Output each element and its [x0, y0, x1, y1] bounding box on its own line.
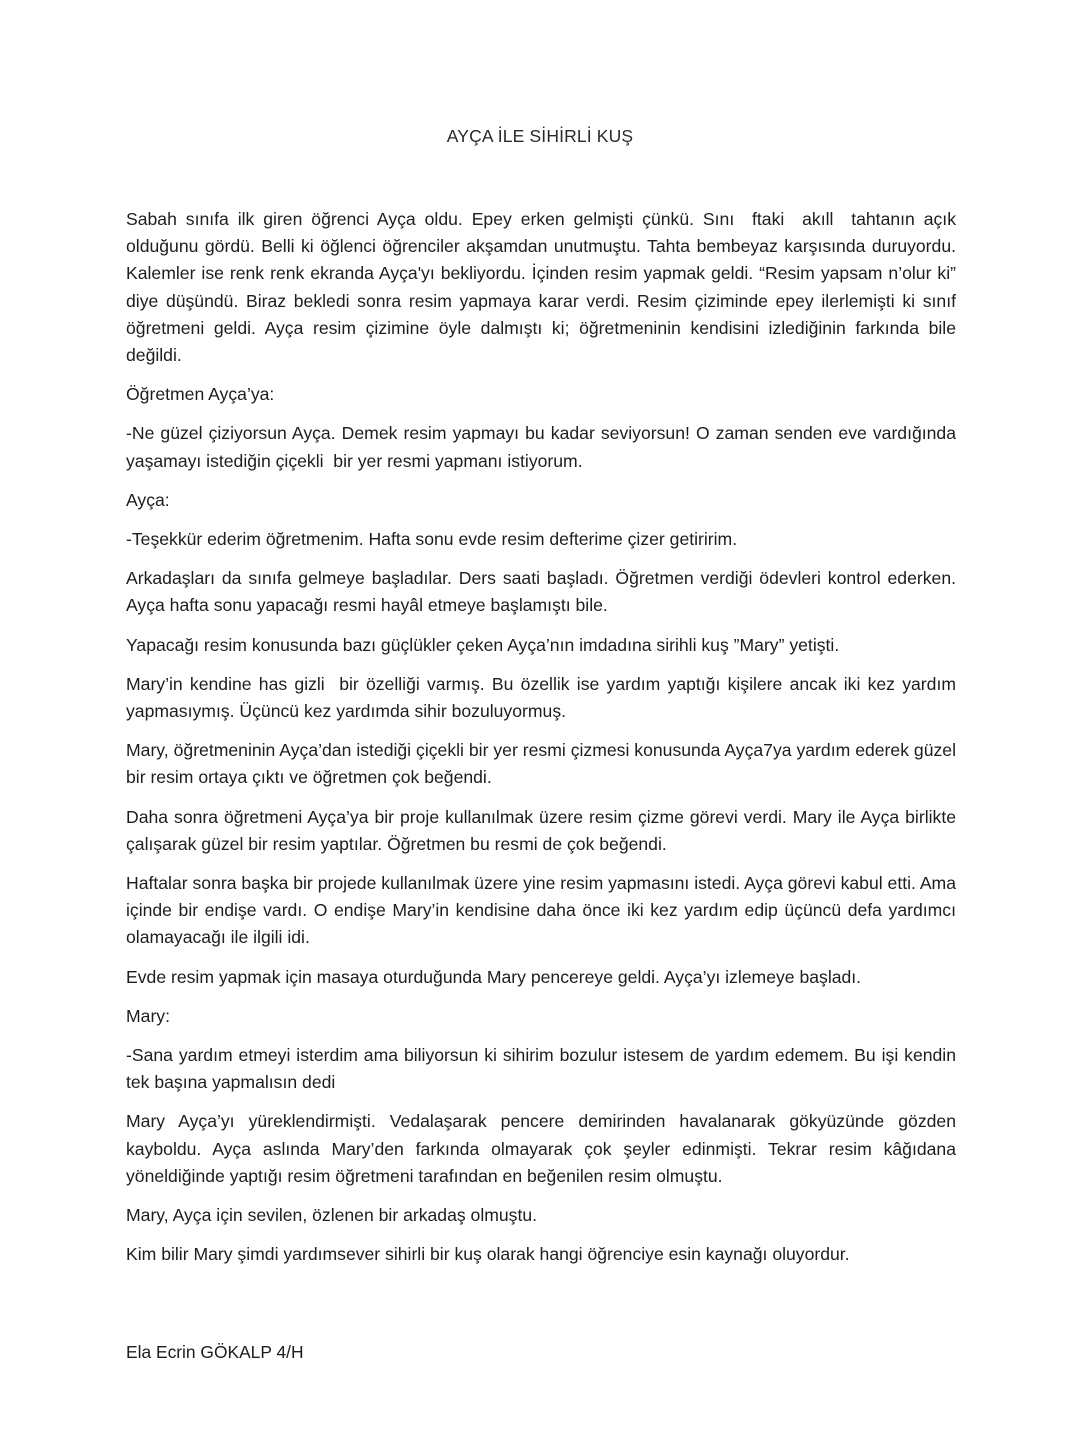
paragraph: Mary, öğretmeninin Ayça’dan istediği çiçekli bir yer resmi çizmesi konusunda Ayça7ya yardım ederek güzel bir resim ortaya çıktı ve öğretmen çok beğendi. [126, 740, 961, 788]
document-body [126, 206, 961, 1281]
paragraph: Mary’in kendine has gizli bir özelliği varmış. Bu özellik ise yardım yaptığı kişilere ancak iki kez yardım yapmasıymış. Üçüncü kez yardımda sihir bozuluyormuş. [126, 673, 961, 722]
paragraph: Haftalar sonra başka bir projede kullanılmak üzere yine resim yapmasını istedi. Ayça görevi kabul etti. Ama içinde bir endişe vardı. O endişe Mary’in kendisine daha önce iki kez yardım edip üçüncü defa yardımcı olamayacağı ile ilgili idi. [126, 873, 961, 948]
paragraph: Kim bilir Mary şimdi yardımsever sihirli bir kuş olarak hangi öğrenciye esin kaynağı oluyordur. [126, 1244, 850, 1265]
paragraph-speaker-label: Ayça: [126, 489, 170, 510]
page-title: AYÇA İLE SİHİRLİ KUŞ [446, 126, 634, 146]
paragraph: Mary Ayça’yı yüreklendirmişti. Vedalaşarak pencere demirinden havalanarak gökyüzünde gözden kayboldu. Ayça aslında Mary’den farkında olmayarak çok şeyler edinmişti. Tekrar resim kâğıdana yöneldiğinde yaptığı resim öğretmeni tarafından en beğenilen resim olmuştu. [126, 1111, 961, 1186]
paragraph: Sabah sınıfa ilk giren öğrenci Ayça oldu. Epey erken gelmişti çünkü. Sını ftaki akıll tahtanın açık olduğunu gördü. Belli ki öğlenci öğrenciler akşamdan unutmuştu. Tahta bembeyaz karşısında duruyordu. Kalemler ise renk renk ekranda Ayça'yı bekliyordu. İçinden resim yapmak geldi. “Resim yapsam n’olur ki” diye düşündü. Biraz bekledi sonra resim yapmaya karar verdi. Resim çiziminde epey ilerlemişti ki sınıf öğretmeni geldi. Ayça resim çizimine öyle dalmıştı ki; öğretmeninin kendisini izlediğinin farkında bile değildi. [126, 209, 961, 366]
paragraph: -Sana yardım etmeyi isterdim ama biliyorsun ki sihirim bozulur istesem de yardım edemem. Bu işi kendin tek başına yapmalısın dedi [126, 1045, 961, 1093]
author-signature: Ela Ecrin GÖKALP 4/H [126, 1342, 304, 1362]
paragraph: Evde resim yapmak için masaya oturduğunda Mary pencereye geldi. Ayça’yı izlemeye başladı. [126, 966, 862, 987]
paragraph: Yapacağı resim konusunda bazı güçlükler çeken Ayça’nın imdadına sirihli kuş ”Mary” yetişti. [126, 634, 840, 655]
paragraph: Mary, Ayça için sevilen, özlenen bir arkadaş olmuştu. [126, 1205, 538, 1226]
paragraph: -Ne güzel çiziyorsun Ayça. Demek resim yapmayı bu kadar seviyorsun! O zaman senden eve vardığında yaşamayı istediğin çiçekli bir yer resmi yapmanı istiyorum. [126, 423, 961, 471]
paragraph-speaker-label: Öğretmen Ayça’ya: [126, 384, 275, 405]
paragraph-speaker-label: Mary: [126, 1005, 170, 1026]
paragraph: -Teşekkür ederim öğretmenim. Hafta sonu evde resim defterime çizer getiririm. [126, 529, 738, 550]
paragraph: Arkadaşları da sınıfa gelmeye başladılar. Ders saati başladı. Öğretmen verdiği ödevleri kontrol ederken. Ayça hafta sonu yapacağı resmi hayâl etmeye başlamıştı bile. [126, 568, 960, 616]
paragraph: Daha sonra öğretmeni Ayça’ya bir proje kullanılmak üzere resim çizme görevi verdi. Mary ile Ayça birlikte çalışarak güzel bir resim yaptılar. Öğretmen bu resmi de çok beğendi. [126, 806, 961, 854]
